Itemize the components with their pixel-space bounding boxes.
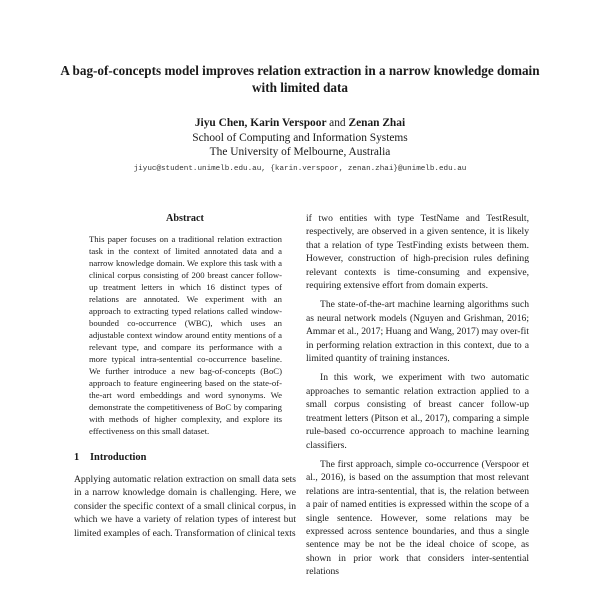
abstract-text: This paper focuses on a traditional relation extraction task in the context of limited annotated data and a narrow knowledge domain. We explore this task with a clinical corpus consisting of 200 breast cancer follow-up treatment letters in which 16 distinct types of relations are annotated. We experiment with an approach to extracting typed relations called window-bounded co-occurrence (WBC), which uses an adjustable context window around entity mentions of a relevant type, and compare its performance with a more typical intra-sentential co-occurrence baseline. We further introduce a new bag-of-concepts (BoC) approach to feature engineering based on the state-of-the-art word embeddings and word synonyms. We demonstrate the competitiveness of BoC by comparing with methods of higher complexity, and explore its effectiveness on this small dataset. [89,234,282,436]
intro-paragraph-1: Applying automatic relation extraction on small data sets in a narrow knowledge domain is challenging. Here, we consider the specific context of a small clinical corpus, in which we have a variety of relation types of interest but limited examples of each. Transformation of clinical texts [74,474,296,539]
right-paragraph-1: if two entities with type TestName and TestResult, respectively, are observed in a given sentence, it is likely that a relation of type TestFinding exists between them. However, construction of high-precision rules defining relevant contexts is time-consuming and expensive, requiring extensive effort from domain experts. [306,213,529,292]
left-column [74,212,296,540]
author-and: and [329,117,346,129]
author-names-first: Jiyu Chen, Karin Verspoor [194,117,327,129]
right-column [306,212,529,579]
author-names-last: Zenan Zhai [348,117,406,129]
right-paragraph-3: In this work, we experiment with two automatic approaches to semantic relation extraction applied to a small corpus consisting of breast cancer follow-up treatment letters (Pitson et al., 2017), comparing a simple rule-based co-occurrence approach to machine learning classifiers. [306,372,529,451]
affiliation-line-1: School of Computing and Information Systems [192,131,408,144]
author-block [60,116,540,160]
intro-section-number: 1 [74,452,80,463]
author-names [60,116,540,131]
intro-section-title: Introduction [90,452,147,463]
affiliation-line-2: The University of Melbourne, Australia [209,146,391,158]
abstract-heading: Abstract [166,213,204,224]
author-emails: jiyuc@student.unimelb.edu.au, {karin.verspoor, zenan.zhai}@unimelb.edu.au [133,165,467,173]
right-paragraph-4: The first approach, simple co-occurrence (Verspoor et al., 2016), is based on the assumption that most relevant relations are intra-sentential, that is, the relation between a pair of named entities is expressed within the scope of a single sentence. However, some relations may be expressed across sentence boundaries, and thus a single sentence may be not be the ideal choice of scope, as shown in prior work that considers inter-sentential relations [306,458,529,578]
paper-title: A bag-of-concepts model improves relation extraction in a narrow knowledge domain with limited data [60,63,540,95]
intro-heading [74,451,296,465]
right-paragraph-2: The state-of-the-art machine learning algorithms such as neural network models (Nguyen and Grishman, 2016; Ammar et al., 2017; Huang and Wang, 2017) may over-fit in performing relation extraction in this context, due to a limited quantity of training instances. [306,299,529,365]
